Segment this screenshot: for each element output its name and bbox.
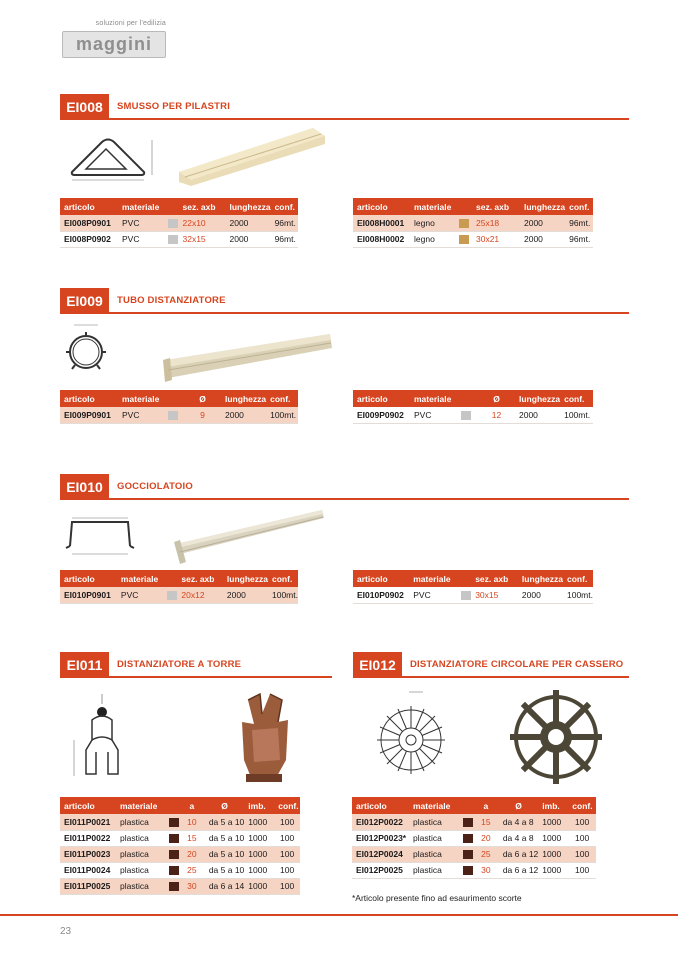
table-header-row xyxy=(352,797,596,814)
material-swatch xyxy=(169,818,179,827)
cell-articolo: EI008H0001 xyxy=(353,215,410,231)
col-conf: conf. xyxy=(271,198,298,215)
cell-size: 32x15 xyxy=(178,231,225,247)
col-conf: conf. xyxy=(266,390,298,407)
cell-conf: 100mt. xyxy=(560,407,593,423)
cell-diameter: da 6 a 12 xyxy=(499,846,538,862)
cell-materiale xyxy=(409,814,473,830)
col-articolo: articolo xyxy=(60,797,116,814)
cell-lunghezza: 2000 xyxy=(520,215,565,231)
section-code: EI009 xyxy=(60,288,109,314)
table-row xyxy=(60,231,298,247)
col-articolo: articolo xyxy=(353,390,410,407)
col-imb: imb. xyxy=(244,797,274,814)
col-materiale: materiale xyxy=(118,198,178,215)
cell-diameter: da 5 a 10 xyxy=(205,846,244,862)
cell-conf: 100 xyxy=(274,830,300,846)
cell-materiale-text: plastica xyxy=(413,832,442,843)
chamfer-strip-photo xyxy=(175,122,327,188)
col-conf: conf. xyxy=(268,570,298,587)
table-row xyxy=(352,846,596,862)
table-row xyxy=(60,407,298,423)
material-swatch xyxy=(461,591,471,600)
material-swatch xyxy=(463,834,473,843)
material-swatch xyxy=(461,411,471,420)
cell-lunghezza: 2000 xyxy=(221,407,266,423)
cell-diameter: 9 xyxy=(184,407,221,423)
col-materiale: materiale xyxy=(410,390,478,407)
cell-diameter: da 5 a 10 xyxy=(205,830,244,846)
material-swatch xyxy=(168,411,178,420)
cell-size: 20x12 xyxy=(177,587,223,603)
col-materiale: materiale xyxy=(410,198,472,215)
cell-materiale-text: plastica xyxy=(120,832,149,843)
cell-materiale-text: plastica xyxy=(413,816,442,827)
footer-divider xyxy=(0,914,678,916)
cell-imb: 1000 xyxy=(538,862,568,878)
cell-imb: 1000 xyxy=(244,814,274,830)
cell-conf: 100mt. xyxy=(563,587,593,603)
material-swatch xyxy=(169,850,179,859)
col-size: sez. axb xyxy=(471,570,518,587)
cell-conf: 100 xyxy=(568,862,596,878)
cell-materiale-text: PVC xyxy=(413,589,431,600)
cell-articolo: EI011P0024 xyxy=(60,862,116,878)
col-conf: conf. xyxy=(563,570,593,587)
table-row xyxy=(60,830,300,846)
cell-imb: 1000 xyxy=(244,878,274,894)
col-articolo: articolo xyxy=(353,198,410,215)
cell-materiale-text: PVC xyxy=(122,217,140,228)
circular-spacer-drawing xyxy=(375,690,449,782)
col-diameter: Ø xyxy=(478,390,515,407)
cell-imb: 1000 xyxy=(538,814,568,830)
cell-a: 30 xyxy=(179,878,205,894)
ei009-left-table xyxy=(60,390,298,424)
cell-a: 20 xyxy=(473,830,499,846)
col-lunghezza: lunghezza xyxy=(223,570,268,587)
section-title: GOCCIOLATOIO xyxy=(117,481,193,492)
material-swatch xyxy=(167,591,177,600)
cell-imb: 1000 xyxy=(244,830,274,846)
cell-imb: 1000 xyxy=(244,862,274,878)
circular-spacer-photo xyxy=(510,685,602,785)
table-row xyxy=(353,587,593,603)
table-header-row xyxy=(353,570,593,587)
table-row xyxy=(352,862,596,878)
col-imb: imb. xyxy=(538,797,568,814)
col-lunghezza: lunghezza xyxy=(221,390,266,407)
table-header-row xyxy=(60,198,298,215)
cell-a: 15 xyxy=(473,814,499,830)
ei008-pvc-table xyxy=(60,198,298,248)
cell-diameter: da 6 a 12 xyxy=(499,862,538,878)
section-header-ei012 xyxy=(353,652,629,678)
col-articolo: articolo xyxy=(60,198,118,215)
table-header-row xyxy=(60,390,298,407)
table-row xyxy=(60,215,298,231)
cell-conf: 100 xyxy=(274,878,300,894)
cell-articolo: EI011P0021 xyxy=(60,814,116,830)
cell-a: 25 xyxy=(473,846,499,862)
material-swatch xyxy=(169,834,179,843)
ei011-table xyxy=(60,797,300,895)
spacer-tube-photo xyxy=(160,330,335,386)
col-a: a xyxy=(473,797,499,814)
cell-conf: 100mt. xyxy=(266,407,298,423)
col-conf: conf. xyxy=(560,390,593,407)
cell-diameter: da 5 a 10 xyxy=(205,862,244,878)
cell-articolo: EI009P0902 xyxy=(353,407,410,423)
cell-size: 25x18 xyxy=(472,215,520,231)
section-divider xyxy=(60,676,332,678)
brand-logo-block xyxy=(62,20,166,60)
col-lunghezza: lunghezza xyxy=(515,390,560,407)
col-size: sez. axb xyxy=(178,198,225,215)
cell-materiale xyxy=(409,862,473,878)
cell-conf: 100 xyxy=(568,830,596,846)
cell-conf: 100 xyxy=(568,846,596,862)
drip-profile-photo xyxy=(170,506,328,566)
cell-a: 20 xyxy=(179,846,205,862)
tube-profile-drawing xyxy=(66,322,110,378)
material-swatch xyxy=(169,866,179,875)
cell-conf: 100 xyxy=(568,814,596,830)
table-row xyxy=(352,814,596,830)
section-divider xyxy=(60,498,629,500)
section-title: SMUSSO PER PILASTRI xyxy=(117,101,231,112)
table-row xyxy=(352,830,596,846)
col-materiale: materiale xyxy=(409,797,473,814)
cell-articolo: EI011P0025 xyxy=(60,878,116,894)
cell-materiale xyxy=(409,846,473,862)
cell-materiale xyxy=(116,830,179,846)
section-header-ei009 xyxy=(60,288,629,314)
material-swatch xyxy=(463,818,473,827)
cell-lunghezza: 2000 xyxy=(225,215,270,231)
table-row xyxy=(353,215,593,231)
cell-conf: 96mt. xyxy=(271,231,298,247)
table-header-row xyxy=(60,797,300,814)
cell-materiale xyxy=(410,215,472,231)
page-number: 23 xyxy=(60,926,72,937)
col-lunghezza: lunghezza xyxy=(518,570,563,587)
cell-articolo: EI008P0901 xyxy=(60,215,118,231)
cell-materiale xyxy=(118,231,178,247)
col-materiale: materiale xyxy=(118,390,184,407)
section-code: EI012 xyxy=(353,652,402,678)
cell-articolo: EI011P0022 xyxy=(60,830,116,846)
cell-materiale xyxy=(116,846,179,862)
triangle-profile-drawing xyxy=(66,132,156,184)
cell-imb: 1000 xyxy=(538,846,568,862)
ei010-right-table xyxy=(353,570,593,604)
cell-articolo: EI010P0902 xyxy=(353,587,409,603)
section-code: EI011 xyxy=(60,652,109,678)
cell-materiale-text: plastica xyxy=(120,848,149,859)
material-swatch xyxy=(168,235,178,244)
cell-materiale-text: plastica xyxy=(413,848,442,859)
brand-tagline: soluzioni per l'edilizia xyxy=(95,20,166,27)
cell-materiale xyxy=(117,587,177,603)
section-title: DISTANZIATORE CIRCOLARE PER CASSERO xyxy=(410,659,624,670)
col-materiale: materiale xyxy=(409,570,471,587)
section-title: TUBO DISTANZIATORE xyxy=(117,295,226,306)
table-row xyxy=(60,878,300,894)
col-lunghezza: lunghezza xyxy=(225,198,270,215)
cell-size: 30x21 xyxy=(472,231,520,247)
cell-lunghezza: 2000 xyxy=(515,407,560,423)
cell-materiale xyxy=(118,407,184,423)
section-code: EI010 xyxy=(60,474,109,500)
cell-materiale-text: plastica xyxy=(120,864,149,875)
section-divider xyxy=(60,312,629,314)
col-diameter: Ø xyxy=(184,390,221,407)
ei012-table xyxy=(352,797,596,879)
cell-materiale-text: legno xyxy=(414,233,435,244)
material-swatch xyxy=(168,219,178,228)
cell-materiale-text: PVC xyxy=(120,589,139,600)
col-conf: conf. xyxy=(274,797,300,814)
tower-spacer-photo xyxy=(228,690,308,786)
col-materiale: materiale xyxy=(116,797,179,814)
material-swatch xyxy=(463,866,473,875)
cell-articolo: EI012P0022 xyxy=(352,814,409,830)
brand-logo: maggini xyxy=(62,31,166,58)
col-conf: conf. xyxy=(565,198,593,215)
col-size: sez. axb xyxy=(472,198,520,215)
table-header-row xyxy=(60,570,298,587)
cell-lunghezza: 2000 xyxy=(223,587,268,603)
tower-spacer-drawing xyxy=(70,690,140,782)
cell-materiale xyxy=(116,862,179,878)
cell-articolo: EI008H0002 xyxy=(353,231,410,247)
cell-materiale-text: plastica xyxy=(413,864,442,875)
section-header-ei008 xyxy=(60,94,629,120)
cell-materiale xyxy=(409,830,473,846)
col-lunghezza: lunghezza xyxy=(520,198,565,215)
cell-diameter: da 5 a 10 xyxy=(205,814,244,830)
table-row xyxy=(60,814,300,830)
cell-articolo: EI012P0024 xyxy=(352,846,409,862)
cell-materiale-text: PVC xyxy=(122,233,140,244)
cell-materiale xyxy=(410,231,472,247)
section-divider xyxy=(60,118,629,120)
cell-articolo: EI011P0023 xyxy=(60,846,116,862)
cell-materiale-text: PVC xyxy=(414,409,432,420)
section-title: DISTANZIATORE A TORRE xyxy=(117,659,242,670)
cell-diameter: 12 xyxy=(478,407,515,423)
cell-conf: 96mt. xyxy=(565,215,593,231)
material-swatch xyxy=(459,235,469,244)
cell-materiale-text: legno xyxy=(414,217,435,228)
col-articolo: articolo xyxy=(60,390,118,407)
cell-conf: 96mt. xyxy=(565,231,593,247)
col-a: a xyxy=(179,797,205,814)
col-size: sez. axb xyxy=(177,570,223,587)
section-code: EI008 xyxy=(60,94,109,120)
cell-articolo: EI009P0901 xyxy=(60,407,118,423)
col-articolo: articolo xyxy=(353,570,409,587)
cell-articolo: EI012P0023* xyxy=(352,830,409,846)
ei008-wood-table xyxy=(353,198,593,248)
cell-materiale xyxy=(410,407,478,423)
table-row xyxy=(60,862,300,878)
table-row xyxy=(60,846,300,862)
cell-lunghezza: 2000 xyxy=(520,231,565,247)
cell-imb: 1000 xyxy=(538,830,568,846)
cell-materiale-text: PVC xyxy=(122,409,140,420)
table-row xyxy=(60,587,298,603)
cell-diameter: da 6 a 14 xyxy=(205,878,244,894)
col-diameter: Ø xyxy=(499,797,538,814)
cell-materiale xyxy=(118,215,178,231)
cell-a: 25 xyxy=(179,862,205,878)
cell-conf: 100 xyxy=(274,814,300,830)
cell-articolo: EI012P0025 xyxy=(352,862,409,878)
cell-imb: 1000 xyxy=(244,846,274,862)
cell-diameter: da 4 a 8 xyxy=(499,814,538,830)
ei009-right-table xyxy=(353,390,593,424)
material-swatch xyxy=(459,219,469,228)
table-row xyxy=(353,231,593,247)
cell-materiale-text: plastica xyxy=(120,880,149,891)
cell-size: 30x15 xyxy=(471,587,518,603)
stock-footnote: *Articolo presente fino ad esaurimento scorte xyxy=(352,893,522,903)
cell-articolo: EI008P0902 xyxy=(60,231,118,247)
col-materiale: materiale xyxy=(117,570,177,587)
section-header-ei011 xyxy=(60,652,332,678)
cell-size: 22x10 xyxy=(178,215,225,231)
cell-diameter: da 4 a 8 xyxy=(499,830,538,846)
cell-materiale-text: plastica xyxy=(120,816,149,827)
table-header-row xyxy=(353,198,593,215)
cell-lunghezza: 2000 xyxy=(225,231,270,247)
cell-conf: 100 xyxy=(274,846,300,862)
section-divider xyxy=(353,676,629,678)
drip-profile-drawing xyxy=(64,514,138,560)
col-diameter: Ø xyxy=(205,797,244,814)
cell-conf: 96mt. xyxy=(271,215,298,231)
cell-lunghezza: 2000 xyxy=(518,587,563,603)
cell-a: 15 xyxy=(179,830,205,846)
cell-conf: 100mt. xyxy=(268,587,298,603)
col-articolo: articolo xyxy=(352,797,409,814)
table-header-row xyxy=(353,390,593,407)
cell-materiale xyxy=(409,587,471,603)
cell-a: 10 xyxy=(179,814,205,830)
col-articolo: articolo xyxy=(60,570,117,587)
cell-a: 30 xyxy=(473,862,499,878)
cell-conf: 100 xyxy=(274,862,300,878)
cell-articolo: EI010P0901 xyxy=(60,587,117,603)
ei010-left-table xyxy=(60,570,298,604)
material-swatch xyxy=(169,882,179,891)
cell-materiale xyxy=(116,878,179,894)
material-swatch xyxy=(463,850,473,859)
col-conf: conf. xyxy=(568,797,596,814)
section-header-ei010 xyxy=(60,474,629,500)
table-row xyxy=(353,407,593,423)
cell-materiale xyxy=(116,814,179,830)
